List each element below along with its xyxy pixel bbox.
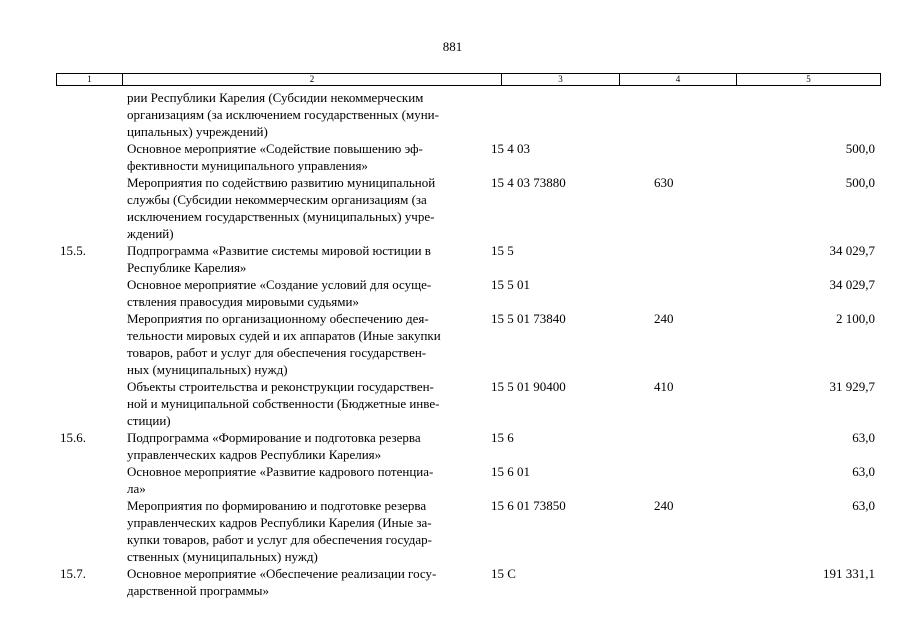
description-line: управленческих кадров Республики Карелия (Иные за- [127, 515, 432, 530]
row-target-code: 15 5 [491, 243, 514, 258]
column-header-table [56, 73, 881, 86]
row-amount [722, 89, 880, 140]
description-line: ных (муниципальных) нужд) [127, 362, 288, 377]
description-line: ственных (муниципальных) нужд) [127, 549, 318, 564]
row-amount: 500,0 [845, 141, 875, 156]
table-row [56, 497, 880, 565]
row-amount: 31 929,7 [829, 379, 875, 394]
row-description [122, 463, 487, 497]
row-description [122, 276, 487, 310]
row-expense-type: 240 [654, 498, 674, 513]
row-amount: 63,0 [852, 430, 875, 445]
row-target-code: 15 5 01 73840 [491, 311, 566, 326]
row-description [122, 310, 487, 378]
row-number: 15.5. [60, 243, 86, 258]
description-line: Основное мероприятие «Содействие повышению эф- [127, 141, 423, 156]
description-line: службы (Субсидии некоммерческим организациям (за [127, 192, 427, 207]
row-expense-type [605, 140, 722, 174]
column-header-1: 1 [57, 74, 123, 86]
row-number: 15.6. [60, 430, 86, 445]
row-target-code: 15 6 [491, 430, 514, 445]
description-line: ла» [127, 481, 146, 496]
description-line: Подпрограмма «Развитие системы мировой юстиции в [127, 243, 431, 258]
description-line: исключением государственных (муниципальных) учре- [127, 209, 435, 224]
column-header-4: 4 [620, 74, 737, 86]
row-amount: 191 331,1 [823, 566, 875, 581]
description-line: Основное мероприятие «Создание условий для осуще- [127, 277, 432, 292]
row-number [56, 310, 122, 378]
row-target-code: 15 5 01 [491, 277, 530, 292]
row-description [122, 89, 487, 140]
description-line: Объекты строительства и реконструкции государствен- [127, 379, 434, 394]
row-number [56, 463, 122, 497]
budget-table-body [56, 89, 880, 599]
description-line: Мероприятия по организационному обеспечению дея- [127, 311, 429, 326]
row-amount: 34 029,7 [829, 243, 875, 258]
table-row [56, 429, 880, 463]
row-amount: 63,0 [852, 464, 875, 479]
description-line: Мероприятия по формированию и подготовке резерва [127, 498, 427, 513]
row-number [56, 89, 122, 140]
table-row [56, 89, 880, 140]
row-number: 15.7. [60, 566, 86, 581]
description-line: купки товаров, работ и услуг для обеспечения государ- [127, 532, 433, 547]
row-target-code: 15 4 03 73880 [491, 175, 566, 190]
row-target-code: 15 4 03 [491, 141, 530, 156]
row-target-code: 15 6 01 [491, 464, 530, 479]
row-target-code: 15 6 01 73850 [491, 498, 566, 513]
row-number [56, 378, 122, 429]
row-amount: 2 100,0 [836, 311, 875, 326]
column-header-3: 3 [502, 74, 620, 86]
row-target-code [487, 89, 605, 140]
table-row [56, 242, 880, 276]
row-expense-type [605, 276, 722, 310]
row-description [122, 565, 487, 599]
row-expense-type [605, 463, 722, 497]
column-header-5: 5 [737, 74, 881, 86]
description-line: ствления правосудия мировыми судьями» [127, 294, 359, 309]
table-row [56, 140, 880, 174]
row-amount: 63,0 [852, 498, 875, 513]
table-row [56, 276, 880, 310]
row-expense-type [605, 89, 722, 140]
row-expense-type: 630 [654, 175, 674, 190]
description-line: товаров, работ и услуг для обеспечения государствен- [127, 345, 427, 360]
row-expense-type: 410 [654, 379, 674, 394]
row-number [56, 140, 122, 174]
row-description [122, 242, 487, 276]
description-line: Подпрограмма «Формирование и подготовка резерва [127, 430, 421, 445]
description-line: организациям (за исключением государственных (муни- [127, 107, 439, 122]
row-description [122, 140, 487, 174]
row-expense-type [605, 429, 722, 463]
row-expense-type [605, 242, 722, 276]
row-description [122, 174, 487, 242]
row-target-code: 15 5 01 90400 [491, 379, 566, 394]
description-line: Основное мероприятие «Развитие кадрового потенциа- [127, 464, 434, 479]
row-description [122, 429, 487, 463]
table-row [56, 565, 880, 599]
row-expense-type: 240 [654, 311, 674, 326]
description-line: дарственной программы» [127, 583, 270, 598]
row-description [122, 497, 487, 565]
row-description [122, 378, 487, 429]
table-row [56, 174, 880, 242]
table-row [56, 463, 880, 497]
description-line: Республике Карелия» [127, 260, 247, 275]
description-line: рии Республики Карелия (Субсидии некоммерческим [127, 90, 424, 105]
table-row [56, 310, 880, 378]
row-number [56, 174, 122, 242]
page-number: 881 [442, 39, 463, 54]
description-line: Основное мероприятие «Обеспечение реализации госу- [127, 566, 437, 581]
row-amount: 500,0 [845, 175, 875, 190]
table-row [56, 378, 880, 429]
description-line: ципальных) учреждений) [127, 124, 268, 139]
row-number [56, 276, 122, 310]
column-header-2: 2 [123, 74, 502, 86]
row-number [56, 497, 122, 565]
description-line: ной и муниципальной собственности (Бюджетные инве- [127, 396, 440, 411]
description-line: фективности муниципального управления» [127, 158, 368, 173]
row-amount: 34 029,7 [829, 277, 875, 292]
description-line: Мероприятия по содействию развитию муниципальной [127, 175, 436, 190]
description-line: управленческих кадров Республики Карелия» [127, 447, 382, 462]
description-line: ждений) [127, 226, 174, 241]
row-target-code: 15 С [491, 566, 516, 581]
row-expense-type [605, 565, 722, 599]
description-line: тельности мировых судей и их аппаратов (Иные закупки [127, 328, 441, 343]
description-line: стиции) [127, 413, 171, 428]
